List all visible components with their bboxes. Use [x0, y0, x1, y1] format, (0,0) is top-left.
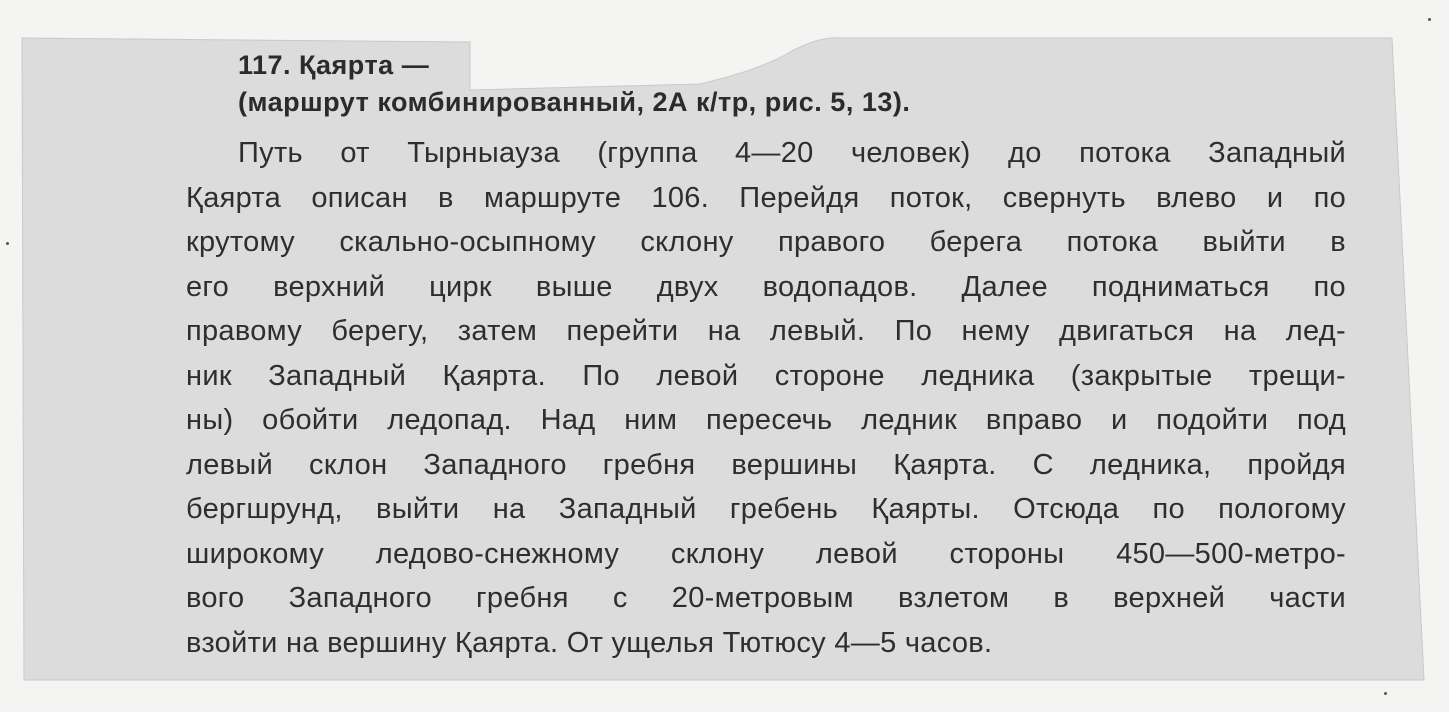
route-description — [186, 40, 1346, 665]
text-line: Қаярта описан в маршруте 106. Перейдя поток, свернуть влево и по — [186, 181, 1346, 214]
text-line: широкому ледово-снежному склону левой стороны 450—500-метро- — [186, 537, 1346, 570]
text-line: ны) обойти ледопад. Над ним пересечь ледник вправо и подойти под — [186, 404, 1346, 436]
text-line: вого Западного гребня с 20-метровым взлетом в верхней части — [186, 582, 1346, 614]
text-line: его верхний цирк выше двух водопадов. Далее подниматься по — [186, 270, 1346, 303]
speck-mark — [6, 242, 9, 245]
text-line: ник Западный Қаярта. По левой стороне ледника (закрытые трещи- — [186, 359, 1346, 392]
text-line: бергшрунд, выйти на Западный гребень Қаярты. Отсюда по пологому — [186, 493, 1346, 525]
text-line: правому берегу, затем перейти на левый. По нему двигаться на лед- — [186, 315, 1346, 347]
text-line: левый склон Западного гребня вершины Қаярта. С ледника, пройдя — [186, 448, 1346, 481]
route-subtitle: (маршрут комбинированный, 2А к/тр, рис. 5, 13). — [238, 87, 911, 117]
speck-mark — [1384, 692, 1387, 695]
route-title: 117. Қаярта — — [238, 50, 430, 80]
text-line: взойти на вершину Қаярта. От ущелья Тютюсу 4—5 часов. — [186, 626, 993, 659]
text-line: крутому скально-осыпному склону правого берега потока выйти в — [186, 226, 1346, 258]
speck-mark — [1428, 18, 1431, 21]
text-line: Путь от Тырныауза (группа 4—20 человек) до потока Западный — [238, 137, 1346, 169]
